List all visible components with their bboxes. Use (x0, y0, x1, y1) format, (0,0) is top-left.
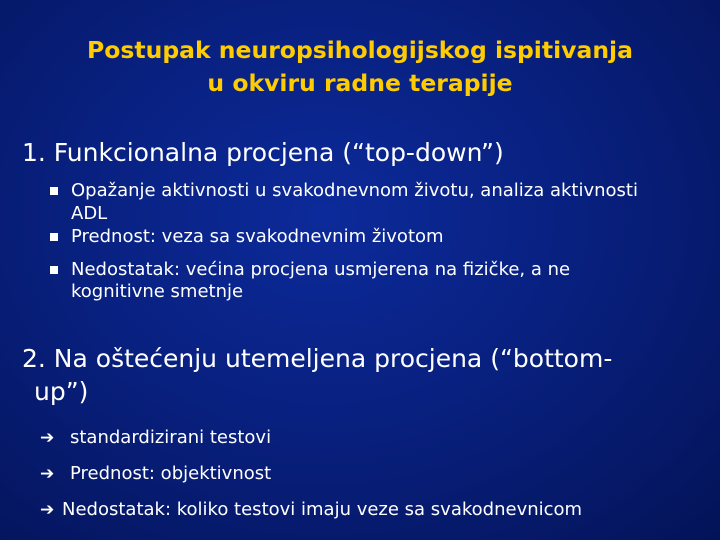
arrow-item (40, 461, 582, 497)
bullet-item (46, 259, 638, 304)
right-arrow-icon: ➔ (40, 500, 55, 520)
square-bullet-icon (50, 266, 58, 274)
right-arrow-icon: ➔ (40, 428, 55, 448)
bullet-text-line: Opažanje aktivnosti u svakodnevnom životu, analiza aktivnosti (71, 180, 638, 201)
bullet-text-line: ADL (71, 202, 108, 224)
bullet-item (46, 180, 638, 225)
square-bullet-icon (50, 187, 58, 195)
arrow-item (40, 497, 582, 533)
section-1-bullet-list (46, 180, 638, 304)
right-arrow-icon: ➔ (40, 464, 55, 484)
bullet-text-line: Prednost: veza sa svakodnevnim životom (71, 226, 444, 247)
title-line-2: u okviru radne terapije (207, 69, 513, 97)
slide-title (0, 34, 720, 100)
section-2-heading-line-2: up”) (34, 377, 89, 406)
bullet-text-line: Nedostatak: većina procjena usmjerena na fizičke, a ne (71, 258, 571, 280)
arrow-item-text: standardizirani testovi (70, 427, 272, 448)
bullet-item (46, 226, 638, 249)
section-2-arrow-list (40, 425, 582, 533)
arrow-item-text: Nedostatak: koliko testovi imaju veze sa svakodnevnicom (62, 499, 583, 520)
section-2-heading (22, 342, 612, 408)
bullet-text-line: kognitivne smetnje (71, 281, 244, 302)
section-1-heading: 1. Funkcionalna procjena (“top-down”) (22, 138, 504, 167)
arrow-item-text: Prednost: objektivnost (70, 463, 272, 484)
title-line-1: Postupak neuropsihologijskog ispitivanja (87, 36, 633, 64)
arrow-item (40, 425, 582, 461)
square-bullet-icon (50, 233, 58, 241)
section-2-heading-line-1: 2. Na oštećenju utemeljena procjena (“bottom- (22, 344, 613, 373)
